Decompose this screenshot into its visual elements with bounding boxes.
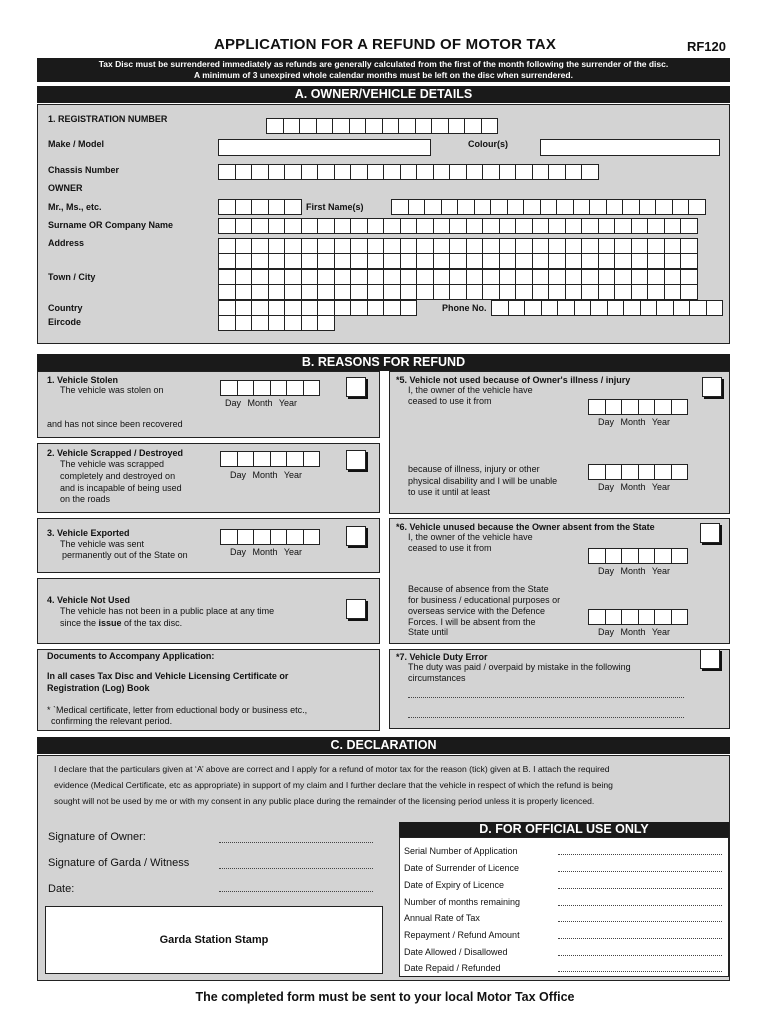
date-label: Date: bbox=[48, 883, 75, 895]
signature-garda-field[interactable] bbox=[219, 868, 373, 869]
section-c-panel bbox=[37, 755, 730, 981]
make-model-label: Make / Model bbox=[48, 139, 105, 149]
phone-boxes[interactable] bbox=[491, 300, 722, 316]
section-d-title: D. FOR OFFICIAL USE ONLY bbox=[399, 822, 729, 837]
notice-line-1: Tax Disc must be surrendered immediately as refunds are generally calculated from the first of the month following the surrender of the disc. bbox=[98, 59, 669, 69]
reason-2-checkbox[interactable] bbox=[346, 450, 366, 470]
reason-5-line-5: to use it until at least bbox=[408, 487, 491, 497]
country-boxes[interactable] bbox=[218, 300, 416, 316]
title-label: Mr., Ms., etc. bbox=[48, 202, 102, 212]
reason-2-date-label: Day Month Year bbox=[230, 470, 303, 480]
make-model-input[interactable] bbox=[218, 139, 431, 156]
reason-5-line-1: I, the owner of the vehicle have bbox=[408, 385, 533, 395]
garda-stamp-label: Garda Station Stamp bbox=[159, 934, 269, 946]
reason-4-line-2-pre: since the bbox=[60, 618, 99, 628]
reason-4-title: 4. Vehicle Not Used bbox=[47, 595, 131, 605]
colour-input[interactable] bbox=[540, 139, 720, 156]
official-serial-field[interactable] bbox=[558, 854, 722, 855]
declaration-line-2: evidence (Medical Certificate, etc as appropriate) in support of my claim and I further declare that the vehicle in respect of which the refund is being bbox=[54, 780, 613, 790]
documents-note-2: confirming the relevant period. bbox=[51, 716, 173, 726]
surname-label: Surname OR Company Name bbox=[48, 220, 174, 230]
reason-6-line-3: Because of absence from the State bbox=[408, 584, 549, 594]
reason-3-date-label: Day Month Year bbox=[230, 547, 303, 557]
documents-line-1: In all cases Tax Disc and Vehicle Licensing Certificate or bbox=[47, 671, 289, 681]
declaration-line-1: I declare that the particulars given at ‘A’ above are correct and I apply for a refund of motor tax for the reason (tick) given at B. I attach the required bbox=[54, 764, 610, 774]
documents-panel bbox=[37, 649, 380, 731]
reason-6-checkbox[interactable] bbox=[700, 523, 720, 543]
reason-6-from-date-boxes[interactable] bbox=[588, 548, 687, 564]
footer-instruction: The completed form must be sent to your local Motor Tax Office bbox=[195, 990, 575, 1004]
reason-2-line-3: and is incapable of being used bbox=[60, 483, 182, 493]
reason-6-line-7: State until bbox=[408, 627, 449, 637]
reason-1-panel bbox=[37, 371, 380, 438]
reason-4-line-2-post: of the tax disc. bbox=[121, 618, 183, 628]
country-label: Country bbox=[48, 303, 83, 313]
registration-number-boxes[interactable] bbox=[266, 118, 497, 134]
reason-5-panel bbox=[389, 371, 730, 514]
reason-1-checkbox[interactable] bbox=[346, 377, 366, 397]
reason-1-date-boxes[interactable] bbox=[220, 380, 319, 396]
reason-7-line-1: The duty was paid / overpaid by mistake in the following bbox=[408, 662, 631, 672]
official-use-panel bbox=[399, 837, 729, 977]
garda-stamp-box[interactable] bbox=[45, 906, 383, 974]
reason-7-panel bbox=[389, 649, 730, 729]
registration-label: 1. REGISTRATION NUMBER bbox=[48, 114, 168, 124]
town-line-2-boxes[interactable] bbox=[218, 284, 697, 300]
official-repaid-field[interactable] bbox=[558, 971, 722, 972]
section-a-panel bbox=[37, 104, 730, 344]
reason-1-text-2: and has not since been recovered bbox=[47, 419, 183, 429]
eircode-boxes[interactable] bbox=[218, 315, 334, 331]
official-surrender-field[interactable] bbox=[558, 871, 722, 872]
official-serial-label: Serial Number of Application bbox=[404, 846, 518, 856]
reason-5-line-4: physical disability and I will be unable bbox=[408, 476, 558, 486]
reason-5-line-2: ceased to use it from bbox=[408, 396, 492, 406]
official-refund-label: Repayment / Refund Amount bbox=[404, 930, 520, 940]
owner-label: OWNER bbox=[48, 183, 83, 193]
reason-4-line-1: The vehicle has not been in a public place at any time bbox=[60, 606, 275, 616]
colour-label: Colour(s) bbox=[468, 139, 508, 149]
official-rate-label: Annual Rate of Tax bbox=[404, 913, 480, 923]
reason-6-title: *6. Vehicle unused because the Owner absent from the State bbox=[396, 522, 655, 532]
reason-6-line-6: Forces. I will be absent from the bbox=[408, 617, 536, 627]
official-expiry-label: Date of Expiry of Licence bbox=[404, 880, 505, 890]
reason-5-until-date-label: Day Month Year bbox=[598, 482, 671, 492]
address-line-1-boxes[interactable] bbox=[218, 238, 697, 254]
town-label: Town / City bbox=[48, 272, 96, 282]
surrender-notice bbox=[37, 58, 730, 82]
chassis-number-boxes[interactable] bbox=[218, 164, 598, 180]
section-b-title: B. REASONS FOR REFUND bbox=[37, 354, 730, 371]
documents-line-2: Registration (Log) Book bbox=[47, 683, 150, 693]
reason-6-line-2: ceased to use it from bbox=[408, 543, 492, 553]
official-months-label: Number of months remaining bbox=[404, 897, 521, 907]
address-label: Address bbox=[48, 238, 85, 248]
reason-6-line-1: I, the owner of the vehicle have bbox=[408, 532, 533, 542]
reason-3-title: 3. Vehicle Exported bbox=[47, 528, 130, 538]
reason-4-line-2 bbox=[60, 618, 182, 629]
reason-7-line-field-1[interactable] bbox=[408, 697, 684, 698]
form-title: APPLICATION FOR A REFUND OF MOTOR TAX bbox=[213, 36, 557, 53]
reason-3-panel bbox=[37, 518, 380, 573]
signature-owner-field[interactable] bbox=[219, 842, 373, 843]
eircode-label: Eircode bbox=[48, 317, 82, 327]
reason-2-line-2: completely and destroyed on bbox=[60, 471, 176, 481]
reason-7-line-2: circumstances bbox=[408, 673, 466, 683]
reason-1-date-label: Day Month Year bbox=[225, 398, 298, 408]
reason-5-title: *5. Vehicle not used because of Owner's illness / injury bbox=[396, 375, 631, 385]
address-line-2-boxes[interactable] bbox=[218, 253, 697, 269]
reason-4-panel bbox=[37, 578, 380, 644]
date-field[interactable] bbox=[219, 891, 373, 892]
official-allowed-field[interactable] bbox=[558, 955, 722, 956]
reason-6-until-date-label: Day Month Year bbox=[598, 627, 671, 637]
reason-1-title: 1. Vehicle Stolen bbox=[47, 375, 119, 385]
declaration-line-3: sought will not be used by me or with my consent in any public place during the remainder of the licensing period unless it is properly licenced. bbox=[54, 796, 595, 806]
official-allowed-label: Date Allowed / Disallowed bbox=[404, 947, 508, 957]
reason-2-date-boxes[interactable] bbox=[220, 451, 319, 467]
official-surrender-label: Date of Surrender of Licence bbox=[404, 863, 520, 873]
section-c-title: C. DECLARATION bbox=[37, 737, 730, 754]
reason-3-line-2: permanently out of the State on bbox=[62, 550, 188, 560]
official-months-field[interactable] bbox=[558, 905, 722, 906]
reason-2-line-4: on the roads bbox=[60, 494, 111, 504]
phone-label: Phone No. bbox=[442, 303, 487, 313]
reason-1-text: The vehicle was stolen on bbox=[60, 385, 164, 395]
first-name-label: First Name(s) bbox=[306, 202, 364, 212]
reason-7-line-field-2[interactable] bbox=[408, 717, 684, 718]
reason-2-title: 2. Vehicle Scrapped / Destroyed bbox=[47, 448, 184, 458]
reason-5-checkbox[interactable] bbox=[702, 377, 722, 397]
reason-3-date-boxes[interactable] bbox=[220, 529, 319, 545]
reason-2-panel bbox=[37, 443, 380, 513]
official-repaid-label: Date Repaid / Refunded bbox=[404, 963, 501, 973]
reason-3-line-1: The vehicle was sent bbox=[60, 539, 145, 549]
reason-6-line-5: overseas service with the Defence bbox=[408, 606, 546, 616]
reason-7-title: *7. Vehicle Duty Error bbox=[396, 652, 488, 662]
reason-5-from-date-label: Day Month Year bbox=[598, 417, 671, 427]
first-name-boxes[interactable] bbox=[391, 199, 705, 215]
reason-2-line-1: The vehicle was scrapped bbox=[60, 459, 165, 469]
reason-5-from-date-boxes[interactable] bbox=[588, 399, 687, 415]
signature-garda-label: Signature of Garda / Witness bbox=[48, 857, 190, 869]
reason-4-checkbox[interactable] bbox=[346, 599, 366, 619]
reason-6-line-4: for business / educational purposes or bbox=[408, 595, 561, 605]
surname-boxes[interactable] bbox=[218, 218, 697, 234]
official-rate-field[interactable] bbox=[558, 921, 722, 922]
reason-6-panel bbox=[389, 518, 730, 644]
chassis-label: Chassis Number bbox=[48, 165, 120, 175]
reason-5-until-date-boxes[interactable] bbox=[588, 464, 687, 480]
reason-6-until-date-boxes[interactable] bbox=[588, 609, 687, 625]
reason-3-checkbox[interactable] bbox=[346, 526, 366, 546]
signature-owner-label: Signature of Owner: bbox=[48, 831, 146, 843]
reason-4-line-2-bold: issue bbox=[98, 618, 122, 628]
town-line-1-boxes[interactable] bbox=[218, 269, 697, 285]
title-boxes[interactable] bbox=[218, 199, 301, 215]
official-expiry-field[interactable] bbox=[558, 888, 722, 889]
reason-5-line-3: because of illness, injury or other bbox=[408, 464, 540, 474]
section-a-title: A. OWNER/VEHICLE DETAILS bbox=[37, 86, 730, 103]
reason-6-from-date-label: Day Month Year bbox=[598, 566, 671, 576]
form-number: RF120 bbox=[686, 39, 726, 54]
notice-line-2: A minimum of 3 unexpired whole calendar months must be left on the disc when surrendered. bbox=[194, 70, 573, 80]
documents-title: Documents to Accompany Application: bbox=[47, 651, 215, 661]
reason-7-checkbox[interactable] bbox=[700, 649, 720, 669]
official-refund-field[interactable] bbox=[558, 938, 722, 939]
documents-note-1: * `Medical certificate, letter from eductional body or business etc., bbox=[47, 705, 308, 715]
